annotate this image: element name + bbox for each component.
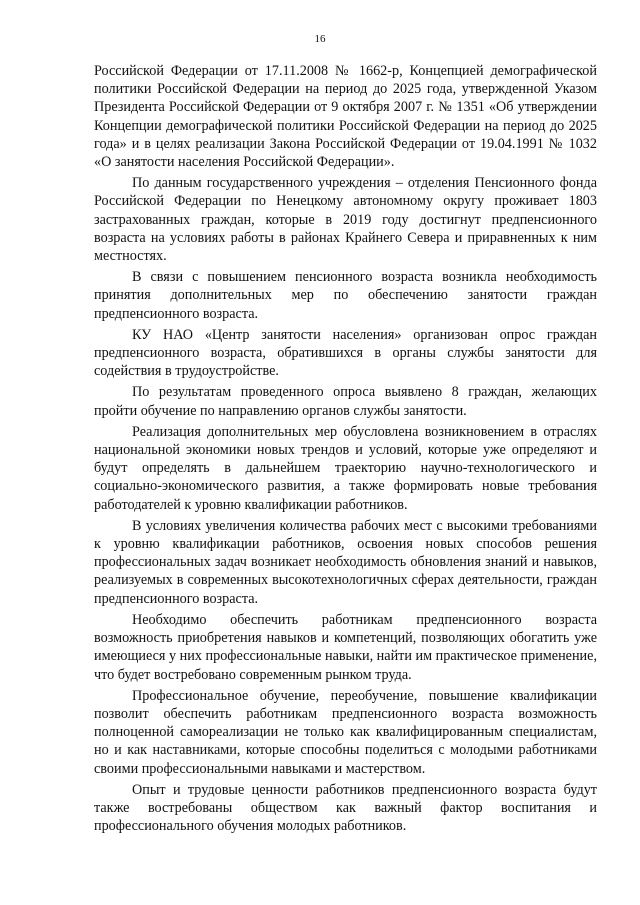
document-body <box>94 62 597 838</box>
paragraph-employment-center-survey: КУ НАО «Центр занятости населения» организован опрос граждан предпенсионного возраста, обратившихся в органы службы занятости для содействия в трудоустройстве. <box>94 326 597 380</box>
paragraph-professional-training: Профессиональное обучение, переобучение, повышение квалификации позволит обеспечить работникам предпенсионного возраста возможность полноценной самореализации не только как квалифицированным специалистам, но и как наставниками, которые способны поделиться с молодыми работниками своими профессиональными навыками и мастерством. <box>94 687 597 777</box>
paragraph-economic-trends: Реализация дополнительных мер обусловлена возникновением в отраслях национальной экономики новых трендов и условий, которые уже определяют и будут определять в дальнейшем траекторию научно-технологического и социально-экономического развития, а также формировать новые требования работодателей к уровню квалификации работников. <box>94 423 597 513</box>
paragraph-work-experience: Опыт и трудовые ценности работников предпенсионного возраста будут также востребованы обществом как важный фактор воспитания и профессионального обучения молодых работников. <box>94 781 597 835</box>
paragraph-skill-requirements: В условиях увеличения количества рабочих мест с высокими требованиями к уровню квалификации работников, освоения новых способов решения профессиональных задач возникает необходимость обновления знаний и навыков, реализуемых в современных высокотехнологичных сферах деятельности, граждан предпенсионного возраста. <box>94 517 597 607</box>
paragraph-retirement-age-increase: В связи с повышением пенсионного возраста возникла необходимость принятия дополнительных мер по обеспечению занятости граждан предпенсионного возраста. <box>94 269 597 322</box>
paragraph-continuation: Российской Федерации от 17.11.2008 № 1662-р, Концепцией демографической политики Российской Федерации на период до 2025 года, утвержденной Указом Президента Российской Федерации от 9 октября 2007 г. № 1351 «Об утверждении Концепции демографической политики Российской Федерации на период до 2025 года» и в целях реализации Закона Российской Федерации от 19.04.1991 № 1032 «О занятости населения Российской Федерации». <box>94 63 597 171</box>
paragraph-competencies: Необходимо обеспечить работникам предпенсионного возраста возможность приобретения навыков и компетенций, позволяющих обогатить уже имеющиеся у них профессиональные навыки, найти им практическое применение, что будет востребовано современным рынком труда. <box>94 611 597 683</box>
page-number: 16 <box>314 33 326 45</box>
paragraph-survey-results: По результатам проведенного опроса выявлено 8 граждан, желающих пройти обучение по направлению органов службы занятости. <box>94 384 597 419</box>
paragraph-pension-fund-data: По данным государственного учреждения – отделения Пенсионного фонда Российской Федерации по Ненецкому автономному округу проживает 1803 застрахованных граждан, которые в 2019 году достигнут предпенсионного возраста на условиях работы в районах Крайнего Севера и приравненных к ним местностях. <box>94 175 597 265</box>
